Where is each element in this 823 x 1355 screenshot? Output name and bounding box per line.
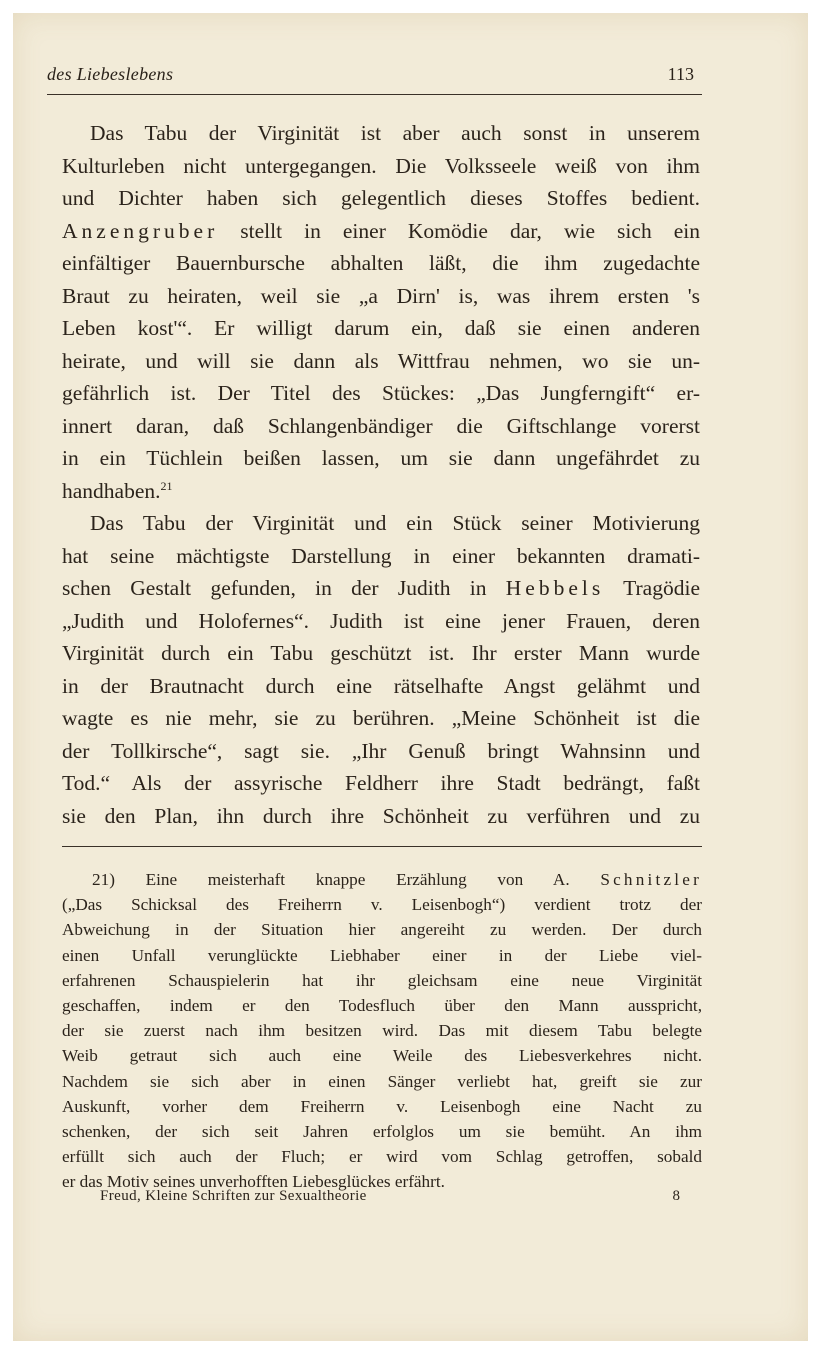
text-fragment: handhaben. xyxy=(62,478,161,503)
footnote-line xyxy=(62,867,702,892)
text-line: in ein Tüchlein beißen lassen, um sie dann ungefährdet zu xyxy=(62,446,700,470)
footnote-line: erfüllt sich auch der Fluch; er wird vom Schlag getroffen, sobald xyxy=(62,1147,702,1167)
text-line: „Judith und Holofernes“. Judith ist eine jener Frauen, deren xyxy=(62,608,700,633)
text-line: Virginität durch ein Tabu geschützt ist. Ihr erster Mann wurde xyxy=(62,641,700,665)
footnote xyxy=(62,867,702,1194)
text-fragment: Tragödie xyxy=(604,576,700,600)
footnote-line: Auskunft, vorher dem Freiherrn v. Leisenbogh eine Nacht zu xyxy=(62,1096,702,1116)
main-text xyxy=(62,117,700,832)
footer-source: Freud, Kleine Schriften zur Sexualtheorie xyxy=(100,1188,367,1204)
text-line: innert daran, daß Schlangenbändiger die Giftschlange vorerst xyxy=(62,413,700,438)
text-line: und Dichter haben sich gelegentlich dieses Stoffes bedient. xyxy=(62,186,700,210)
spaced-author-name: Schnitzler xyxy=(600,870,702,889)
footnote-line: der sie zuerst nach ihm besitzen wird. Das mit diesem Tabu belegte xyxy=(62,1021,702,1041)
text-line: Kulturleben nicht untergegangen. Die Volksseele weiß von ihm xyxy=(62,153,700,178)
footnote-line: einen Unfall verunglückte Liebhaber einer in der Liebe viel- xyxy=(62,945,702,965)
header-rule xyxy=(47,94,702,95)
text-line: in der Brautnacht durch eine rätselhafte Angst gelähmt und xyxy=(62,673,700,698)
running-title: des Liebeslebens xyxy=(47,64,174,84)
text-line: der Tollkirsche“, sagt sie. „Ihr Genuß bringt Wahnsinn und xyxy=(62,738,700,763)
footnote-line: Nachdem sie sich aber in einen Sänger verliebt hat, greift sie zur xyxy=(62,1071,702,1091)
footnote-reference: 21 xyxy=(160,478,173,493)
footnote-line: Abweichung in der Situation hier angereiht zu werden. Der durch xyxy=(62,920,702,940)
spaced-author-name: Anzengruber xyxy=(62,218,219,243)
text-fragment: 21) Eine meisterhaft knappe Erzählung von A. xyxy=(92,870,601,889)
text-line xyxy=(62,215,700,248)
footnote-rule xyxy=(62,846,702,847)
text-line: Das Tabu der Virginität ist aber auch sonst in unserem xyxy=(90,121,700,145)
text-line: Braut zu heiraten, weil sie „a Dirn' is, was ihrem ersten 's xyxy=(62,283,700,308)
page-header xyxy=(47,62,712,92)
text-fragment: stellt in einer Komödie dar, wie sich ein xyxy=(218,218,700,243)
footnote-line: Weib getraut sich auch eine Weile des Liebesverkehres nicht. xyxy=(62,1046,702,1066)
text-line: einfältiger Bauernbursche abhalten läßt, die ihm zugedachte xyxy=(62,251,700,275)
footnote-line: geschaffen, indem er den Todesfluch über den Mann ausspricht, xyxy=(62,995,702,1015)
text-line: gefährlich ist. Der Titel des Stückes: „Das Jungferngift“ er- xyxy=(62,381,700,405)
page-footer xyxy=(100,1188,680,1212)
text-line xyxy=(62,475,700,508)
text-line: sie den Plan, ihn durch ihre Schönheit zu verführen und zu xyxy=(62,803,700,828)
text-line: Tod.“ Als der assyrische Feldherr ihre Stadt bedrängt, faßt xyxy=(62,771,700,795)
text-line: hat seine mächtigste Darstellung in einer bekannten dramati- xyxy=(62,543,700,568)
text-line: Leben kost'“. Er willigt darum ein, daß sie einen anderen xyxy=(62,316,700,340)
footnote-line: er das Motiv seines unverhofften Liebesglückes erfährt. xyxy=(62,1172,445,1192)
footnote-line: („Das Schicksal des Freiherrn v. Leisenbogh“) verdient trotz der xyxy=(62,895,702,915)
text-line: heirate, und will sie dann als Wittfrau nehmen, wo sie un- xyxy=(62,348,700,373)
footnote-line: erfahrenen Schauspielerin hat ihr gleichsam eine neue Virginität xyxy=(62,970,702,990)
footnote-line: schenken, der sich seit Jahren erfolglos um sie bemüht. An ihm xyxy=(62,1121,702,1141)
text-line xyxy=(62,572,700,605)
page-number: 113 xyxy=(667,64,694,84)
text-line: wagte es nie mehr, sie zu berühren. „Meine Schönheit ist die xyxy=(62,706,700,730)
spaced-author-name: Hebbels xyxy=(505,576,605,600)
text-line: Das Tabu der Virginität und ein Stück seiner Motivierung xyxy=(90,511,700,535)
text-fragment: schen Gestalt gefunden, in der Judith in xyxy=(62,576,506,600)
sheet-signature: 8 xyxy=(672,1188,680,1204)
